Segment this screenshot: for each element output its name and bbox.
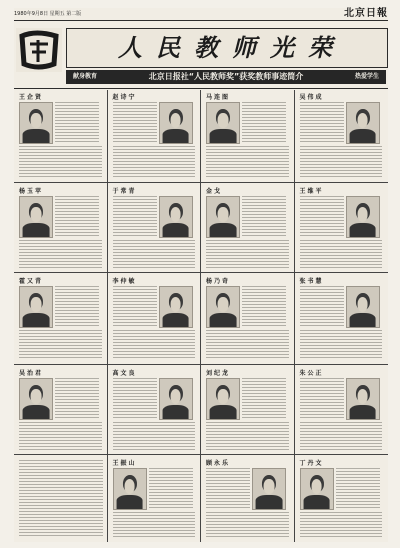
- article-text: [206, 330, 289, 360]
- teacher-card: [202, 274, 293, 364]
- article-text: [55, 102, 99, 144]
- right-tag: 热爱学生: [354, 73, 379, 80]
- teacher-card: [296, 90, 387, 182]
- article-text: [113, 240, 196, 268]
- column-divider: [200, 90, 201, 542]
- article-text: [113, 102, 157, 144]
- article-text: [206, 468, 250, 510]
- article-text: [19, 330, 102, 360]
- article-text: [300, 422, 383, 450]
- teacher-name: 马连图: [206, 94, 231, 101]
- article-text: [300, 378, 344, 420]
- teacher-portrait: [206, 286, 240, 328]
- teacher-portrait: [300, 468, 334, 510]
- teacher-name: 张书慧: [299, 278, 324, 285]
- title-bar: [66, 28, 388, 68]
- teacher-card: [296, 456, 387, 542]
- teacher-name: 霍又青: [19, 278, 44, 285]
- teacher-name: 丁丹文: [299, 460, 324, 467]
- row-divider: [14, 454, 388, 455]
- article-text: [19, 460, 103, 538]
- article-text: [206, 512, 289, 538]
- teacher-portrait: [19, 102, 53, 144]
- teacher-card: [296, 274, 387, 364]
- teacher-name: 杨乃奇: [206, 278, 231, 285]
- row-divider: [14, 272, 388, 273]
- article-text: [149, 468, 193, 510]
- teacher-portrait: [19, 196, 53, 238]
- teacher-name: 王振山: [112, 460, 137, 467]
- row-divider: [14, 182, 388, 183]
- teacher-portrait: [346, 102, 380, 144]
- teacher-card: [109, 456, 200, 542]
- article-text: [300, 512, 383, 538]
- teacher-portrait: [206, 196, 240, 238]
- banner: [14, 24, 388, 94]
- teacher-portrait: [346, 196, 380, 238]
- teacher-portrait: [159, 286, 193, 328]
- subtitle-bar: [66, 70, 386, 84]
- teacher-grid: [14, 88, 388, 542]
- teacher-card: [202, 366, 293, 454]
- article-text: [242, 102, 286, 144]
- teacher-name: 王维平: [299, 188, 324, 195]
- teacher-portrait: [159, 196, 193, 238]
- banner-title: 人民教师光荣: [118, 33, 346, 62]
- article-text: [55, 196, 99, 238]
- teacher-portrait: [252, 468, 286, 510]
- article-text: [300, 146, 383, 178]
- article-text: [19, 422, 102, 450]
- teacher-name: 朱公正: [299, 370, 324, 377]
- article-text: [242, 196, 286, 238]
- teacher-portrait: [159, 102, 193, 144]
- teacher-name: 王企贤: [19, 94, 44, 101]
- article-text: [19, 146, 102, 178]
- teacher-card: [202, 90, 293, 182]
- newspaper-page: [14, 8, 388, 542]
- teacher-portrait: [206, 378, 240, 420]
- teacher-portrait: [19, 378, 53, 420]
- article-text: [55, 286, 99, 328]
- article-text: [300, 102, 344, 144]
- article-text: [206, 146, 289, 178]
- teacher-card: [109, 184, 200, 272]
- teacher-name: 吴治君: [19, 370, 44, 377]
- teacher-name: 高文良: [112, 370, 137, 377]
- teacher-card: [202, 456, 293, 542]
- article-text: [242, 286, 286, 328]
- article-text: [113, 330, 196, 360]
- article-text: [300, 330, 383, 360]
- header-rule: [14, 20, 388, 21]
- article-text: [206, 422, 289, 450]
- masthead: 北京日報: [344, 8, 388, 19]
- teacher-name: 吴伟成: [299, 94, 324, 101]
- article-text: [113, 378, 157, 420]
- teacher-portrait: [159, 378, 193, 420]
- banner-subtitle: 北京日报社“人民教师奖”获奖教师事迹简介: [148, 72, 304, 81]
- teacher-name: 于常青: [112, 188, 137, 195]
- article-text: [206, 240, 289, 268]
- teacher-name: 李仲敏: [112, 278, 137, 285]
- teacher-portrait: [19, 286, 53, 328]
- teacher-name: 顾永乐: [206, 460, 231, 467]
- teacher-card: [109, 366, 200, 454]
- column-divider: [107, 90, 108, 542]
- article-text: [19, 240, 102, 268]
- teacher-card: [202, 184, 293, 272]
- page-header: [14, 8, 388, 20]
- left-tag: 献身教育: [73, 73, 98, 80]
- teacher-card: [296, 184, 387, 272]
- teacher-card: [15, 274, 106, 364]
- teacher-portrait: [346, 286, 380, 328]
- teacher-portrait: [346, 378, 380, 420]
- teacher-card: [296, 366, 387, 454]
- teacher-card: [109, 274, 200, 364]
- teacher-card: [15, 90, 106, 182]
- teacher-card: [15, 184, 106, 272]
- teacher-name: 刘纪龙: [206, 370, 231, 377]
- article-text: [300, 240, 383, 268]
- article-text: [113, 512, 196, 538]
- article-text: [300, 286, 344, 328]
- article-text: [113, 422, 196, 450]
- article-text: [113, 146, 196, 178]
- teacher-name: 赵诗宁: [112, 94, 137, 101]
- date-line: 1980年9月8日 星期五 第二版: [14, 11, 82, 17]
- article-text: [336, 468, 380, 510]
- teacher-name: 杨玉苹: [19, 188, 44, 195]
- article-text: [113, 286, 157, 328]
- teacher-card: [15, 366, 106, 454]
- row-divider: [14, 364, 388, 365]
- article-text: [55, 378, 99, 420]
- teacher-name: 金戈: [206, 188, 223, 195]
- article-text: [113, 196, 157, 238]
- teacher-portrait: [113, 468, 147, 510]
- article-text: [242, 378, 286, 420]
- teacher-card: [109, 90, 200, 182]
- column-divider: [294, 90, 295, 542]
- article-text: [300, 196, 344, 238]
- emblem-calligraphy: [16, 28, 62, 72]
- teacher-portrait: [206, 102, 240, 144]
